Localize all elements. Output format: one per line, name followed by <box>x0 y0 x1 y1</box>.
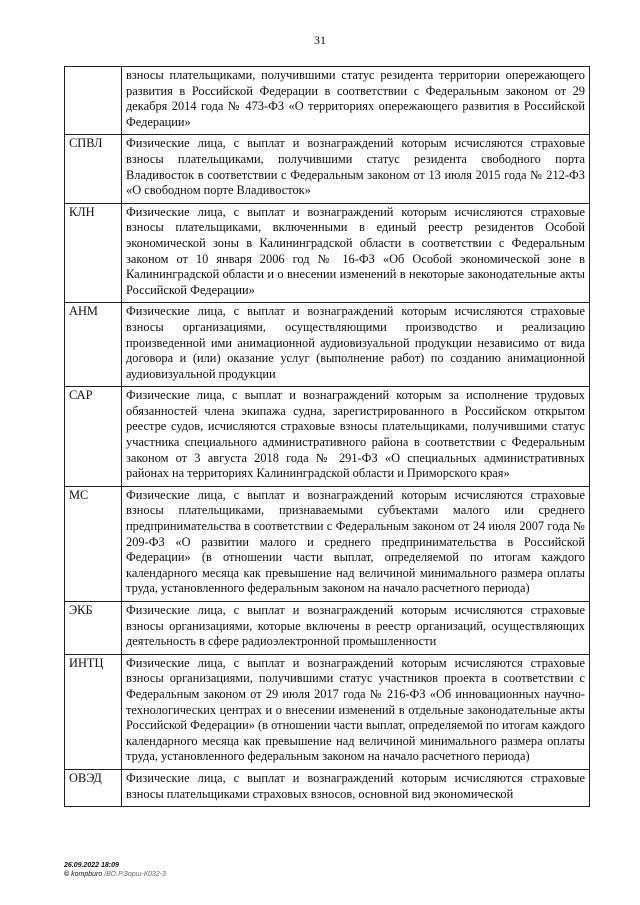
code-cell: ЭКБ <box>65 602 122 655</box>
table-row <box>65 602 590 655</box>
table-row <box>65 135 590 203</box>
table-row <box>65 203 590 303</box>
table-row <box>65 303 590 387</box>
table-row <box>65 387 590 487</box>
table-row <box>65 654 590 769</box>
description-cell: Физические лица, с выплат и вознаграждений которым исчисляются страховые взносы организациями, которые включены в реестр организаций, осуществляющих деятельность в сфере радиоэлектронной промышленности <box>122 602 590 655</box>
code-cell: СПВЛ <box>65 135 122 203</box>
description-cell: Физические лица, с выплат и вознаграждений которым исчисляются страховые взносы организациями, получившими статус участников проекта в соответствии с Федеральным законом от 29 июля 2017 года № 216-ФЗ «Об инновационных научно-технологических центрах и о внесении изменений в отдельные законодательные акты Российской Федерации» (в отношении части выплат, определяемой по итогам каждого календарного месяца как превышение над величиной минимального размера оплаты труда, установленного федеральным законом на начало расчетного периода) <box>122 654 590 769</box>
description-cell: Физические лица, с выплат и вознаграждений которым исчисляются страховые взносы плательщиками страховых взносов, основной вид экономической <box>122 769 590 806</box>
description-cell: Физические лица, с выплат и вознаграждений которым исчисляются страховые взносы плательщиками, включенными в единый реестр резидентов Особой экономической зоны в Калининградской области в соответствии с Федеральным законом от 10 января 2006 год № 16-ФЗ «Об Особой экономической зоне в Калининградской области и о внесении изменений в некоторые законодательные акты Российской Федерации» <box>122 203 590 303</box>
footer <box>64 861 166 879</box>
description-cell: Физические лица, с выплат и вознаграждений которым исчисляются страховые взносы плательщиками, получившими статус резидента свободного порта Владивосток в соответствии с Федеральным законом от 13 июля 2015 года № 212-ФЗ «О свободном порте Владивосток» <box>122 135 590 203</box>
copyright-icon: © <box>64 871 70 878</box>
code-cell: МС <box>65 486 122 601</box>
description-cell: Физические лица, с выплат и вознаграждений которым за исполнение трудовых обязанностей члена экипажа судна, зарегистрированного в Российском открытом реестре судов, исчисляются страховые взносы плательщиками, получившими статус участника специального административного района в соответствии с Федеральным законом от 3 августа 2018 года № 291-ФЗ «О специальных административных районах на территориях Калининградской области и Приморского края» <box>122 387 590 487</box>
footer-logo: kompburo <box>71 871 103 878</box>
code-cell <box>65 67 122 135</box>
page-number: 31 <box>314 33 326 47</box>
print-timestamp: 26.09.2022 18:09 <box>64 862 119 869</box>
code-cell: САР <box>65 387 122 487</box>
footer-line <box>64 870 166 879</box>
description-cell: Физические лица, с выплат и вознаграждений которым исчисляются страховые взносы организациями, осуществляющими производство и реализацию произведенной ими анимационной аудиовизуальной продукции независимо от вида договора и (или) оказание услуг (выполнение работ) по созданию анимационной аудиовизуальной продукции <box>122 303 590 387</box>
code-cell: ОВЭД <box>65 769 122 806</box>
description-cell: взносы плательщиками, получившими статус резидента территории опережающего развития в Российской Федерации в соответствии с Федеральным законом от 29 декабря 2014 года № 473-ФЗ «О территориях опережающего развития в Российской Федерации» <box>122 67 590 135</box>
code-cell: ИНТЦ <box>65 654 122 769</box>
table-row <box>65 769 590 806</box>
table-row <box>65 486 590 601</box>
table-row <box>65 67 590 135</box>
code-cell: АНМ <box>65 303 122 387</box>
description-cell: Физические лица, с выплат и вознаграждений которым исчисляются страховые взносы плательщиками, признаваемыми субъектами малого или среднего предпринимательства в соответствии с Федеральным законом от 24 июля 2007 года № 209-ФЗ «О развитии малого и среднего предпринимательства в Российской Федерации» (в отношении части выплат, определяемой по итогам каждого календарного месяца как превышение над величиной минимального размера оплаты труда, установленного федеральным законом на начало расчетного периода) <box>122 486 590 601</box>
code-cell: КЛН <box>65 203 122 303</box>
codes-table <box>64 66 590 807</box>
signature: /ВО.Р.Зорш-К032-3 <box>104 871 166 878</box>
